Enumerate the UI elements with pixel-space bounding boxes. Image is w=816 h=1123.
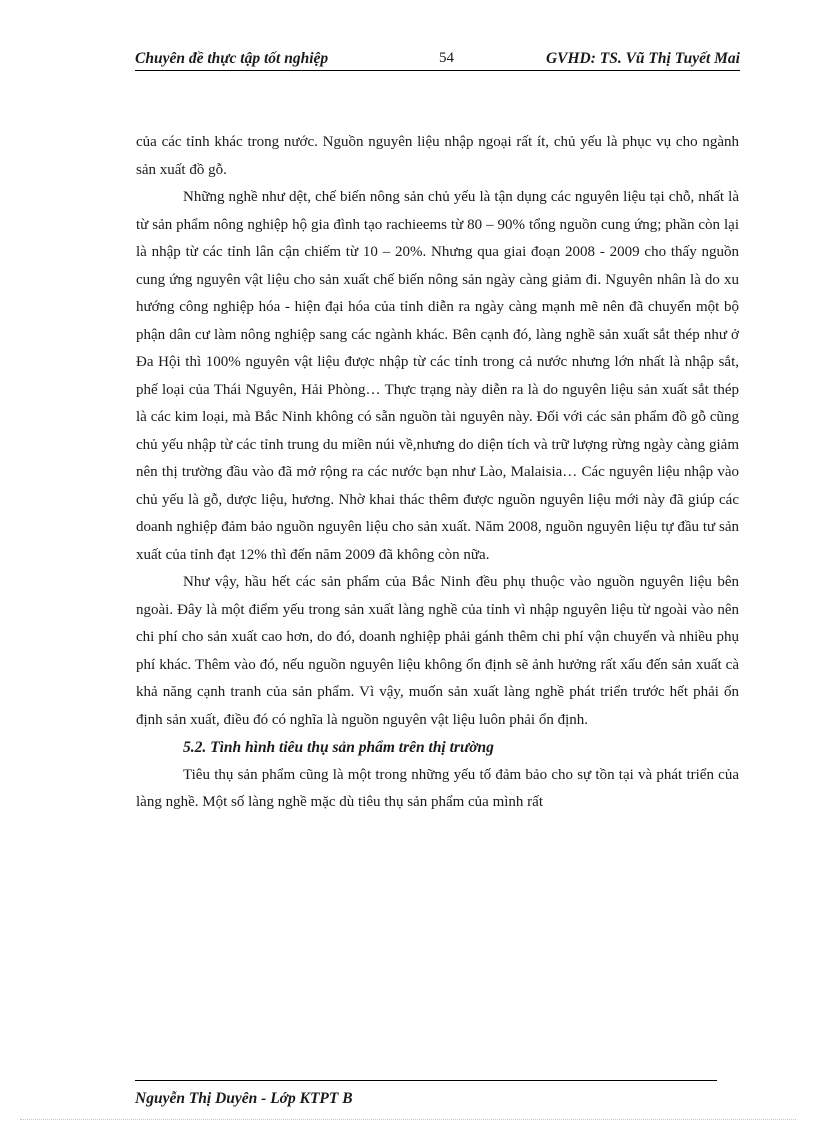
page-footer: Nguyễn Thị Duyên - Lớp KTPT B (135, 1090, 353, 1107)
page-bottom-edge (20, 1119, 796, 1120)
footer-divider (135, 1080, 717, 1081)
paragraph-4: Tiêu thụ sản phẩm cũng là một trong những yếu tố đảm bảo cho sự tồn tại và phát triển của làng nghề. Một số làng nghề mặc dù tiêu thụ sản phẩm của mình rất (136, 766, 739, 810)
header-supervisor: GVHD: TS. Vũ Thị Tuyết Mai (545, 50, 740, 67)
page-number: 54 (439, 50, 454, 66)
paragraph-2: Những nghề như dệt, chế biến nông sản chủ yếu là tận dụng các nguyên liệu tại chỗ, nhất là từ sản phẩm nông nghiệp hộ gia đình tạo rachieems từ 80 – 90% tổng nguồn cung ứng; phần còn lại là nhập từ các tỉnh lân cận chiếm từ 10 – 20%. Nhưng qua giai đoạn 2008 - 2009 cho thấy nguồn cung ứng nguyên vật liệu cho sản xuất chế biến nông sản ngày càng giảm đi. Nguyên nhân là do xu hướng công nghiệp hóa - hiện đại hóa của tỉnh diễn ra ngày càng mạnh mẽ nên đã chuyển một bộ phận dân cư làm nông nghiệp sang các ngành khác. Bên cạnh đó, làng nghề sản xuất sắt thép như ở Đa Hội thì 100% nguyên vật liệu được nhập từ các tỉnh trong cả nước nhưng lớn nhất là nhập sắt, phế loại của Thái Nguyên, Hải Phòng… Thực trạng này diễn ra là do nguyên liệu sản xuất sắt thép là các kim loại, mà Bắc Ninh không có sẵn nguồn tài nguyên này. Đối với các sản phẩm đồ gỗ cũng chủ yếu nhập từ các tỉnh trung du miền núi về,nhưng do diện tích và trữ lượng rừng ngày càng giảm nên thị trường đầu vào đã mở rộng ra các nước bạn như Lào, Malaisia… Các nguyên liệu nhập vào chủ yếu là gỗ, dược liệu, hương. Nhờ khai thác thêm được nguồn nguyên liệu mới này đã giúp các doanh nghiệp đảm bảo nguồn nguyên liệu cho sản xuất. Năm 2008, nguồn nguyên liệu tự đầu tư sản xuất của tỉnh đạt 12% thì đến năm 2009 đã không còn nữa. (136, 189, 739, 563)
page-header (135, 48, 740, 71)
paragraph-3: Như vậy, hầu hết các sản phẩm của Bắc Ninh đều phụ thuộc vào nguồn nguyên liệu bên ngoài. Đây là một điểm yếu trong sản xuất làng nghề của tỉnh vì nhập nguyên liệu từ ngoài vào nên chi phí cho sản xuất cao hơn, do đó, doanh nghiệp phải gánh thêm chi phí vận chuyển và nhiều phụ phí khác. Thêm vào đó, nếu nguồn nguyên liệu không ổn định sẽ ảnh hưởng rất xấu đến sản xuất cà khả năng cạnh tranh của sản phẩm. Vì vậy, muốn sản xuất làng nghề phát triển trước hết phải ổn định sản xuất, điều đó có nghĩa là nguồn nguyên vật liệu luôn phải ổn định. (136, 574, 739, 728)
section-heading: 5.2. Tình hình tiêu thụ sản phẩm trên thị trường (183, 739, 494, 756)
paragraph-1: của các tỉnh khác trong nước. Nguồn nguyên liệu nhập ngoại rất ít, chủ yếu là phục vụ cho ngành sản xuất đồ gỗ. (136, 134, 739, 178)
document-body (136, 129, 739, 817)
header-title: Chuyên đề thực tập tốt nghiệp (135, 50, 329, 67)
